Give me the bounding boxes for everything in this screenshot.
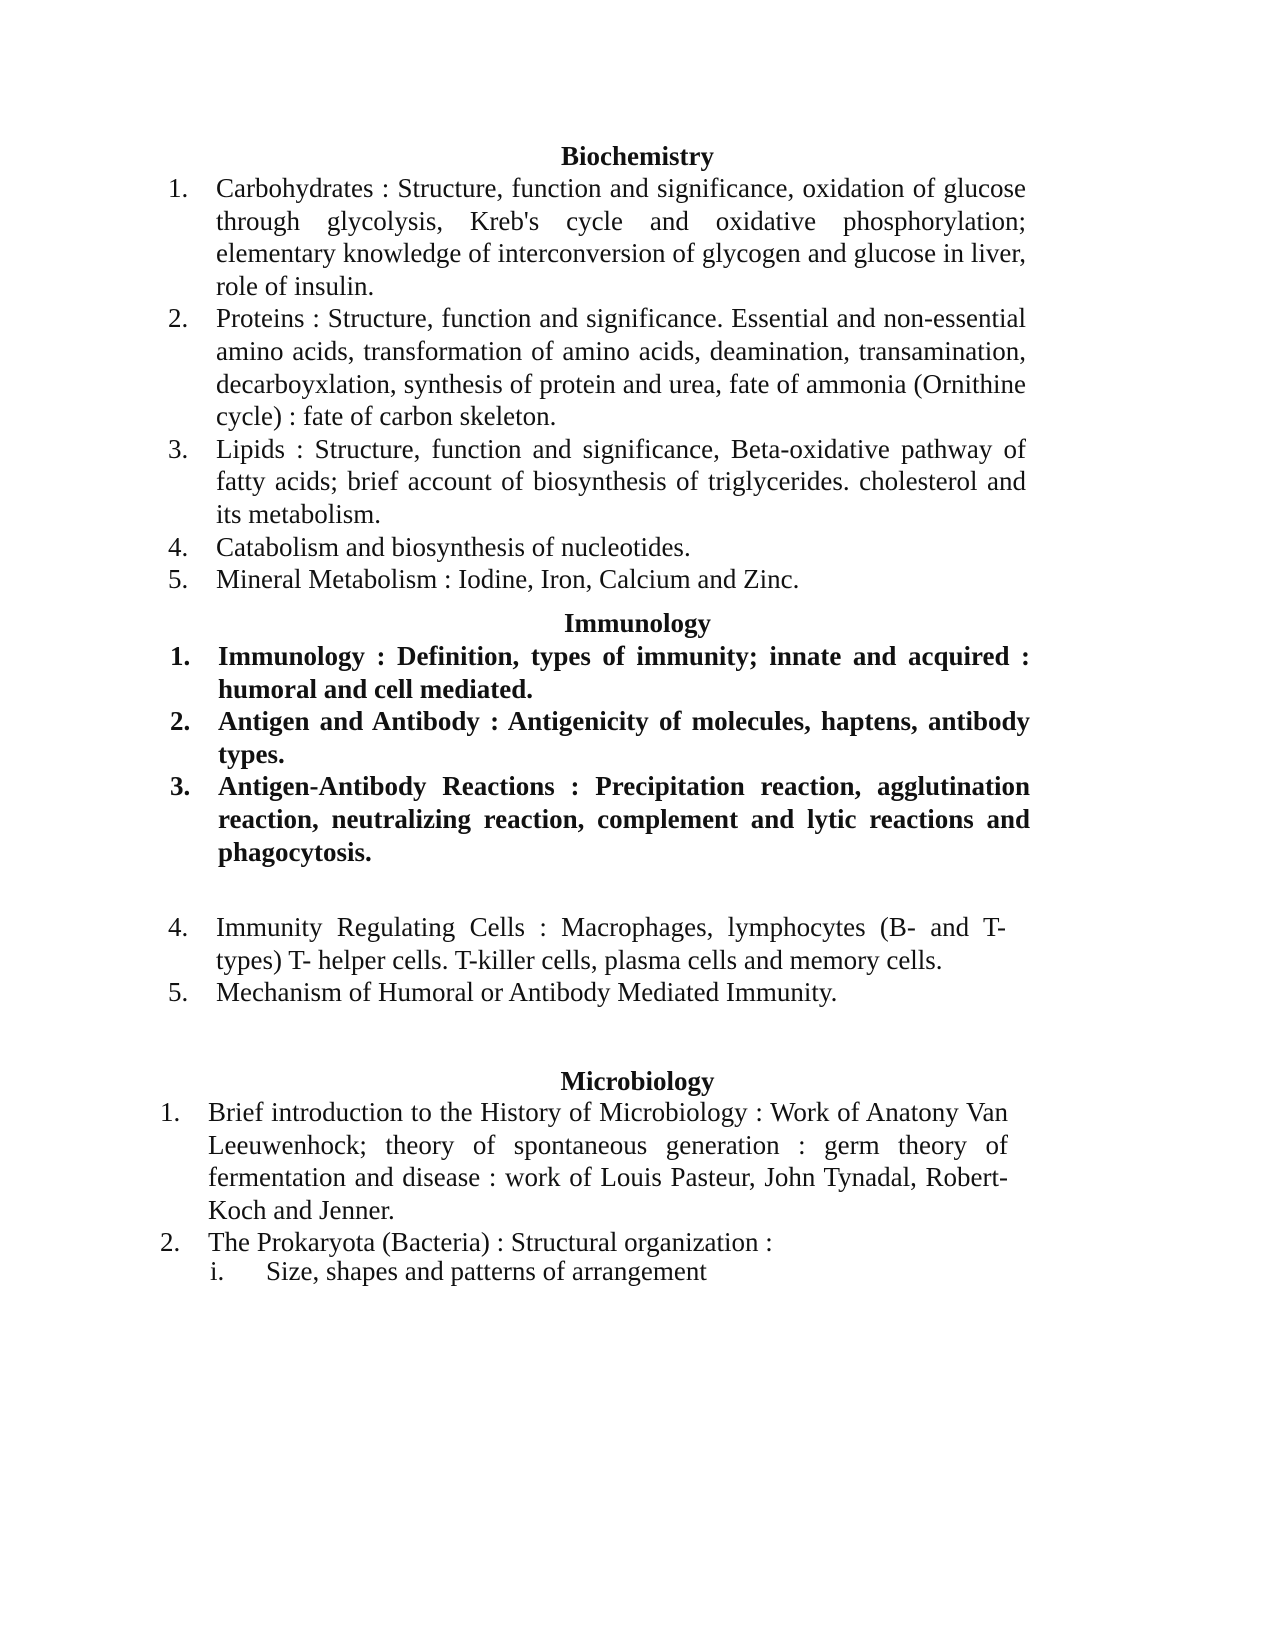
- item-text: Lipids : Structure, function and significance, Beta-oxidative pathway of fatty acids; brief account of biosynthesis of triglycerides. cholesterol and its metabolism.: [216, 433, 1026, 529]
- microbiology-list: [160, 1096, 1008, 1259]
- microbiology-subitem-i: [210, 1255, 966, 1287]
- item-text: Immunology : Definition, types of immunity; innate and acquired : humoral and cell mediated.: [218, 641, 1030, 704]
- immunology-list-continued: [168, 911, 1006, 1009]
- item-text: Antigen-Antibody Reactions : Precipitation reaction, agglutination reaction, neutralizing reaction, complement and lytic reactions and phagocytosis.: [218, 771, 1030, 867]
- item-text: Size, shapes and patterns of arrangement: [266, 1256, 707, 1286]
- item-text: The Prokaryota (Bacteria) : Structural organization :: [208, 1227, 773, 1258]
- biochemistry-item-1: [168, 172, 1026, 302]
- item-number: 1.: [160, 1097, 181, 1127]
- item-number: 4.: [168, 912, 189, 942]
- biochemistry-item-2: [168, 302, 1026, 432]
- biochemistry-item-4: [168, 531, 1026, 564]
- item-number: 3.: [168, 433, 189, 464]
- immunology-heading: Immunology: [563, 608, 712, 638]
- item-text: Catabolism and biosynthesis of nucleotides.: [216, 531, 691, 562]
- item-text: Immunity Regulating Cells : Macrophages, lymphocytes (B- and T- types) T- helper cells. T-killer cells, plasma cells and memory cells.: [216, 912, 1006, 975]
- item-text: Carbohydrates : Structure, function and significance, oxidation of glucose through glycolysis, Kreb's cycle and oxidative phosphorylation; elementary knowledge of interconversion of glycogen and glucose in liver, role of insulin.: [216, 173, 1026, 301]
- item-number: i.: [210, 1256, 225, 1286]
- item-number: 2.: [168, 303, 189, 334]
- item-text: Brief introduction to the History of Microbiology : Work of Anatony Van Leeuwenhock; theory of spontaneous generation : germ theory of fermentation and disease : work of Louis Pasteur, John Tynadal, Robert-Koch and Jenner.: [208, 1097, 1008, 1225]
- microbiology-sublist: [210, 1255, 966, 1287]
- item-number: 5.: [168, 977, 189, 1008]
- item-number: 4.: [168, 531, 189, 562]
- microbiology-item-1: [160, 1096, 1008, 1226]
- immunology-item-3: [170, 770, 1030, 868]
- item-number: 1.: [168, 173, 189, 203]
- immunology-list: [170, 640, 1030, 868]
- immunology-item-5: [168, 976, 1006, 1009]
- item-text: Proteins : Structure, function and significance. Essential and non-essential amino acids, transformation of amino acids, deamination, transamination, decarboyxlation, synthesis of protein and urea, fate of ammonia (Ornithine cycle) : fate of carbon skeleton.: [216, 303, 1026, 432]
- biochemistry-heading: Biochemistry: [561, 141, 714, 171]
- immunology-item-2: [170, 705, 1030, 770]
- biochemistry-list: [168, 172, 1026, 596]
- immunology-item-1: [170, 640, 1030, 705]
- biochemistry-item-5: [168, 563, 1026, 596]
- immunology-item-4: [168, 911, 1006, 976]
- microbiology-heading: Microbiology: [560, 1066, 715, 1096]
- item-number: 3.: [170, 771, 191, 802]
- biochemistry-item-3: [168, 433, 1026, 531]
- item-text: Mineral Metabolism : Iodine, Iron, Calcium and Zinc.: [216, 564, 800, 595]
- item-text: Antigen and Antibody : Antigenicity of molecules, haptens, antibody types.: [218, 706, 1030, 769]
- item-number: 2.: [170, 706, 191, 737]
- item-number: 5.: [168, 564, 189, 595]
- item-text: Mechanism of Humoral or Antibody Mediated Immunity.: [216, 977, 838, 1008]
- item-number: 2.: [160, 1227, 181, 1258]
- item-number: 1.: [170, 641, 191, 671]
